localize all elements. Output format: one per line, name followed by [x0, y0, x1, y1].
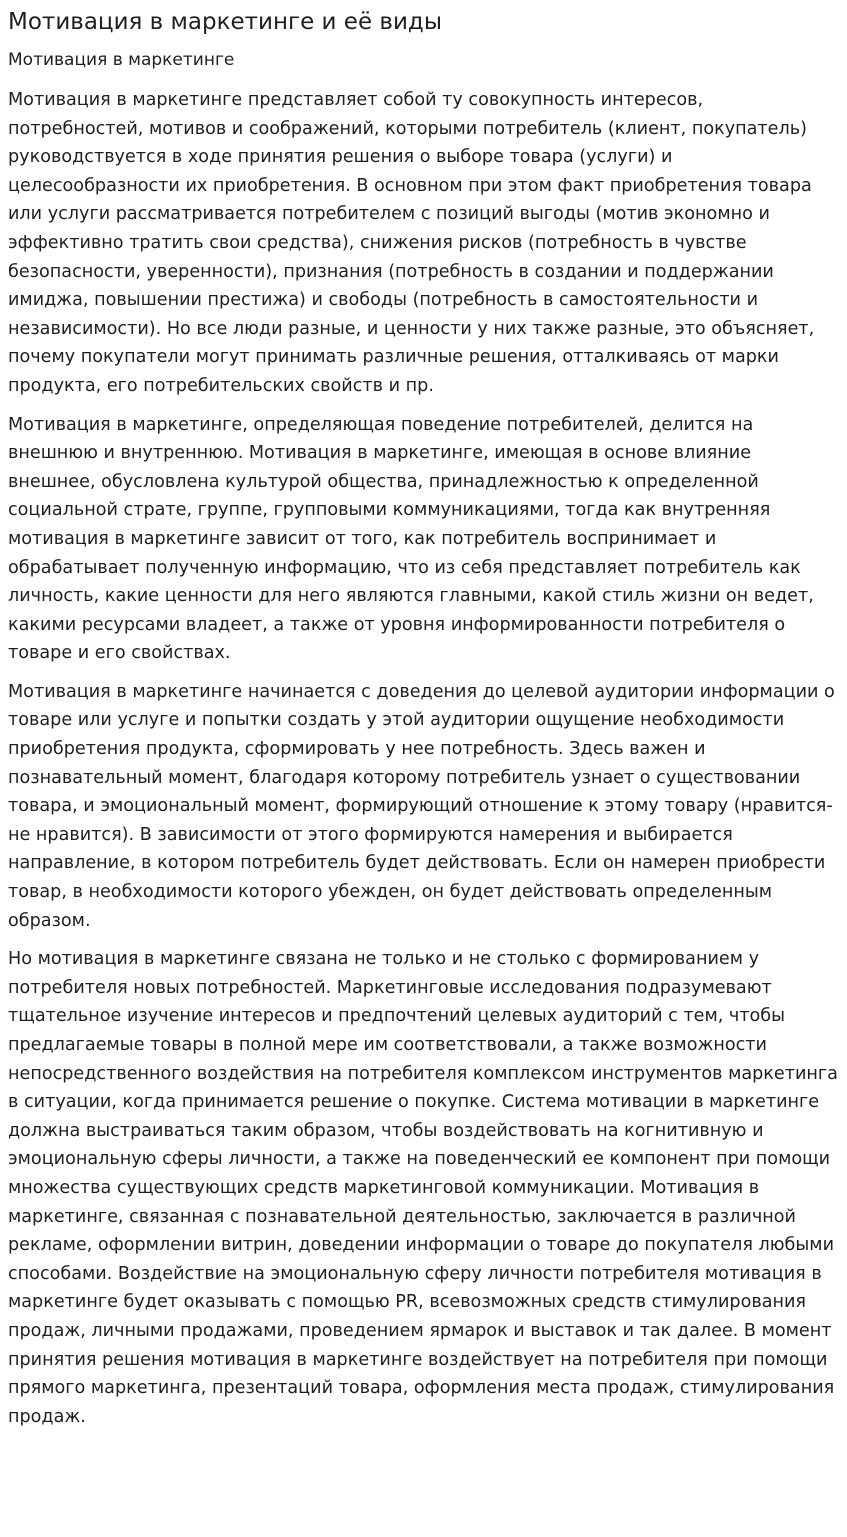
- page-title: Мотивация в маркетинге и её виды: [8, 9, 442, 35]
- paragraph-3: Мотивация в маркетинге начинается с доведения до целевой аудитории информации о товаре или услуге и попытки создать у этой аудитории ощущение необходимости приобретения продукта, сформировать у нее потребность. Здесь важен и познавательный момент, благодаря которому потребитель узнает о существовании товара, и эмоциональный момент, формирующий отношение к этому товару (нравится-не нравится). В зависимости от этого формируются намерения и выбирается направление, в котором потребитель будет действовать. Если он намерен приобрести товар, в необходимости которого убежден, он будет действовать определенным образом.: [8, 681, 835, 931]
- paragraph-4: Но мотивация в маркетинге связана не только и не столько с формированием у потребителя новых потребностей. Маркетинговые исследования подразумевают тщательное изучение интересов и предпочтений целевых аудиторий с тем, чтобы предлагаемые товары в полной мере им соответствовали, а также возможности непосредственного воздействия на потребителя комплексом инструментов маркетинга в ситуации, когда принимается решение о покупке. Система мотивации в маркетинге должна выстраиваться таким образом, чтобы воздействовать на когнитивную и эмоциональную сферы личности, а также на поведенческий ее компонент при помощи множества существующих средств маркетинговой коммуникации. Мотивация в маркетинге, связанная с познавательной деятельностью, заключается в различной рекламе, оформлении витрин, доведении информации о товаре до покупателя любыми способами. Воздействие на эмоциональную сферу личности потребителя мотивация в маркетинге будет оказывать с помощью PR, всевозможных средств стимулирования продаж, личными продажами, проведением ярмарок и выставок и так далее. В момент принятия решения мотивация в маркетинге воздействует на потребителя при помощи прямого маркетинга, презентаций товара, оформления места продаж, стимулирования продаж.: [8, 949, 838, 1427]
- paragraph-1: Мотивация в маркетинге представляет собой ту совокупность интересов, потребностей, мотивов и соображений, которыми потребитель (клиент, покупатель) руководствуется в ходе принятия решения о выборе товара (услуги) и целесообразности их приобретения. В основном при этом факт приобретения товара или услуги рассматривается потребителем с позиций выгоды (мотив экономно и эффективно тратить свои средства), снижения рисков (потребность в чувстве безопасности, уверенности), признания (потребность в создании и поддержании имиджа, повышении престижа) и свободы (потребность в самостоятельности и независимости). Но все люди разные, и ценности у них также разные, это объясняет, почему покупатели могут принимать различные решения, отталкиваясь от марки продукта, его потребительских свойств и пр.: [8, 90, 815, 396]
- section-subtitle: Мотивация в маркетинге: [8, 50, 235, 70]
- paragraph-2: Мотивация в маркетинге, определяющая поведение потребителей, делится на внешнюю и внутреннюю. Мотивация в маркетинге, имеющая в основе влияние внешнее, обусловлена культурой общества, принадлежностью к определенной социальной страте, группе, групповыми коммуникациями, тогда как внутренняя мотивация в маркетинге зависит от того, как потребитель воспринимает и обрабатывает полученную информацию, что из себя представляет потребитель как личность, какие ценности для него являются главными, какой стиль жизни он ведет, какими ресурсами владеет, а также от уровня информированности потребителя о товаре и его свойствах.: [8, 414, 814, 664]
